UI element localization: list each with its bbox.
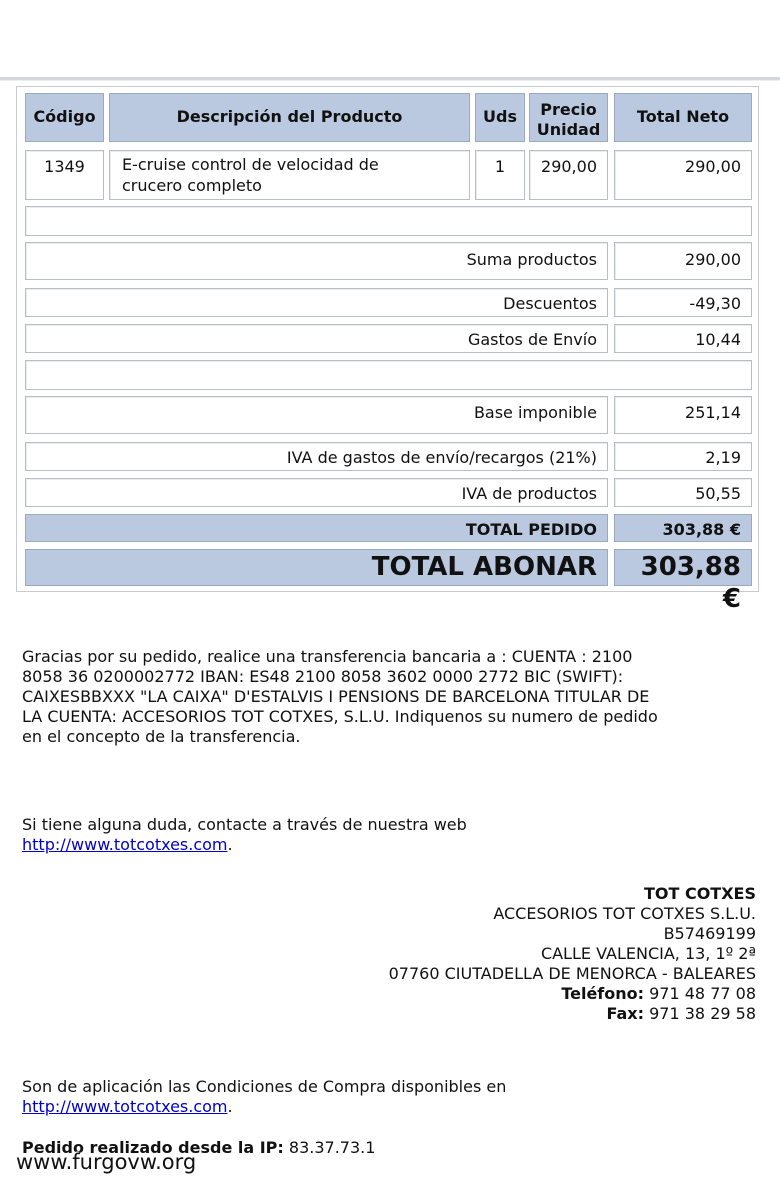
ip-label: Pedido realizado desde la IP: bbox=[22, 1138, 284, 1157]
watermark: www.furgovw.org bbox=[16, 1150, 197, 1174]
spacer-row-2 bbox=[25, 360, 752, 390]
total-abonar-value: 303,88 € bbox=[640, 552, 741, 614]
top-divider-shadow bbox=[0, 80, 780, 81]
summary-label-iva-productos bbox=[25, 478, 608, 507]
summary-label-suma bbox=[25, 242, 608, 280]
company-fax bbox=[300, 1004, 756, 1024]
contact-link-line bbox=[22, 835, 762, 855]
total-pedido-value: 303,88 € bbox=[662, 520, 741, 539]
item-codigo bbox=[25, 150, 104, 200]
company-phone bbox=[300, 984, 756, 1004]
conditions-text: Son de aplicación las Condiciones de Compra disponibles en bbox=[22, 1077, 507, 1096]
header-precio-label-1: Precio bbox=[540, 100, 597, 119]
base-value: 251,14 bbox=[685, 403, 741, 422]
total-abonar-label-cell bbox=[25, 549, 608, 586]
conditions-paragraph bbox=[22, 1077, 762, 1117]
header-descripcion-label: Descripción del Producto bbox=[176, 107, 403, 126]
summary-value-descuentos bbox=[614, 288, 752, 317]
payment-line-1: Gracias por su pedido, realice una transferencia bancaria a : CUENTA : 2100 bbox=[22, 647, 633, 666]
summary-value-gastos bbox=[614, 324, 752, 353]
header-total-neto bbox=[614, 93, 752, 142]
total-pedido-label: TOTAL PEDIDO bbox=[465, 520, 597, 539]
header-precio bbox=[529, 93, 608, 142]
total-abonar-label: TOTAL ABONAR bbox=[371, 552, 597, 582]
company-name: TOT COTXES bbox=[643, 884, 756, 903]
item-uds bbox=[475, 150, 525, 200]
phone-value: 971 48 77 08 bbox=[649, 984, 756, 1003]
item-total-value: 290,00 bbox=[685, 157, 741, 176]
header-uds bbox=[475, 93, 525, 142]
item-descripcion bbox=[109, 150, 470, 200]
item-uds-value: 1 bbox=[494, 157, 506, 176]
company-info bbox=[300, 884, 756, 1024]
item-precio bbox=[529, 150, 608, 200]
descuentos-label: Descuentos bbox=[503, 294, 597, 313]
payment-line-2: 8058 36 0200002772 IBAN: ES48 2100 8058 3602 0000 2772 BIC (SWIFT): bbox=[22, 667, 624, 686]
summary-label-base bbox=[25, 396, 608, 434]
company-tax-id: B57469199 bbox=[663, 924, 756, 943]
total-abonar-value-cell bbox=[614, 549, 752, 614]
company-city: 07760 CIUTADELLA DE MENORCA - BALEARES bbox=[388, 964, 756, 983]
spacer-row bbox=[25, 206, 752, 236]
descuentos-value: -49,30 bbox=[689, 294, 741, 313]
suma-label: Suma productos bbox=[466, 250, 597, 269]
conditions-period: . bbox=[227, 1097, 233, 1116]
header-uds-label: Uds bbox=[483, 107, 517, 126]
fax-value: 971 38 29 58 bbox=[649, 1004, 756, 1023]
summary-label-descuentos bbox=[25, 288, 608, 317]
contact-period: . bbox=[227, 835, 233, 854]
summary-label-iva-gastos bbox=[25, 442, 608, 471]
company-legal-name: ACCESORIOS TOT COTXES S.L.U. bbox=[493, 904, 756, 923]
conditions-link-line bbox=[22, 1097, 762, 1117]
header-descripcion bbox=[109, 93, 470, 142]
payment-line-5: en el concepto de la transferencia. bbox=[22, 727, 301, 746]
item-codigo-value: 1349 bbox=[44, 157, 85, 176]
suma-value: 290,00 bbox=[685, 250, 741, 269]
summary-label-gastos bbox=[25, 324, 608, 353]
fax-label: Fax: bbox=[606, 1004, 645, 1023]
summary-value-iva-gastos bbox=[614, 442, 752, 471]
contact-paragraph bbox=[22, 815, 762, 855]
summary-value-suma bbox=[614, 242, 752, 280]
company-street: CALLE VALENCIA, 13, 1º 2ª bbox=[540, 944, 756, 963]
gastos-label: Gastos de Envío bbox=[467, 330, 597, 349]
total-pedido-label-cell bbox=[25, 514, 608, 542]
summary-value-iva-productos bbox=[614, 478, 752, 507]
header-precio-label-2: Unidad bbox=[536, 120, 601, 139]
item-descripcion-line-2: crucero completo bbox=[122, 176, 262, 195]
item-precio-value: 290,00 bbox=[541, 157, 597, 176]
payment-line-3: CAIXESBBXXX "LA CAIXA" D'ESTALVIS I PENSIONS DE BARCELONA TITULAR DE bbox=[22, 687, 650, 706]
contact-website-link[interactable]: http://www.totcotxes.com bbox=[22, 835, 228, 854]
iva-gastos-value: 2,19 bbox=[705, 448, 741, 467]
iva-productos-value: 50,55 bbox=[695, 484, 741, 503]
payment-instructions bbox=[22, 647, 762, 747]
contact-text: Si tiene alguna duda, contacte a través de nuestra web bbox=[22, 815, 467, 834]
iva-productos-label: IVA de productos bbox=[461, 484, 597, 503]
header-codigo bbox=[25, 93, 104, 142]
gastos-value: 10,44 bbox=[695, 330, 741, 349]
item-descripcion-line-1: E-cruise control de velocidad de bbox=[122, 155, 379, 174]
total-pedido-value-cell bbox=[614, 514, 752, 542]
base-label: Base imponible bbox=[473, 403, 597, 422]
iva-gastos-label: IVA de gastos de envío/recargos (21%) bbox=[286, 448, 597, 467]
ip-value: 83.37.73.1 bbox=[288, 1138, 376, 1157]
header-total-neto-label: Total Neto bbox=[636, 107, 730, 126]
header-codigo-label: Código bbox=[33, 107, 96, 126]
payment-line-4: LA CUENTA: ACCESORIOS TOT COTXES, S.L.U. Indiquenos su numero de pedido bbox=[22, 707, 658, 726]
conditions-website-link[interactable]: http://www.totcotxes.com bbox=[22, 1097, 228, 1116]
item-total bbox=[614, 150, 752, 200]
phone-label: Teléfono: bbox=[561, 984, 645, 1003]
summary-value-base bbox=[614, 396, 752, 434]
